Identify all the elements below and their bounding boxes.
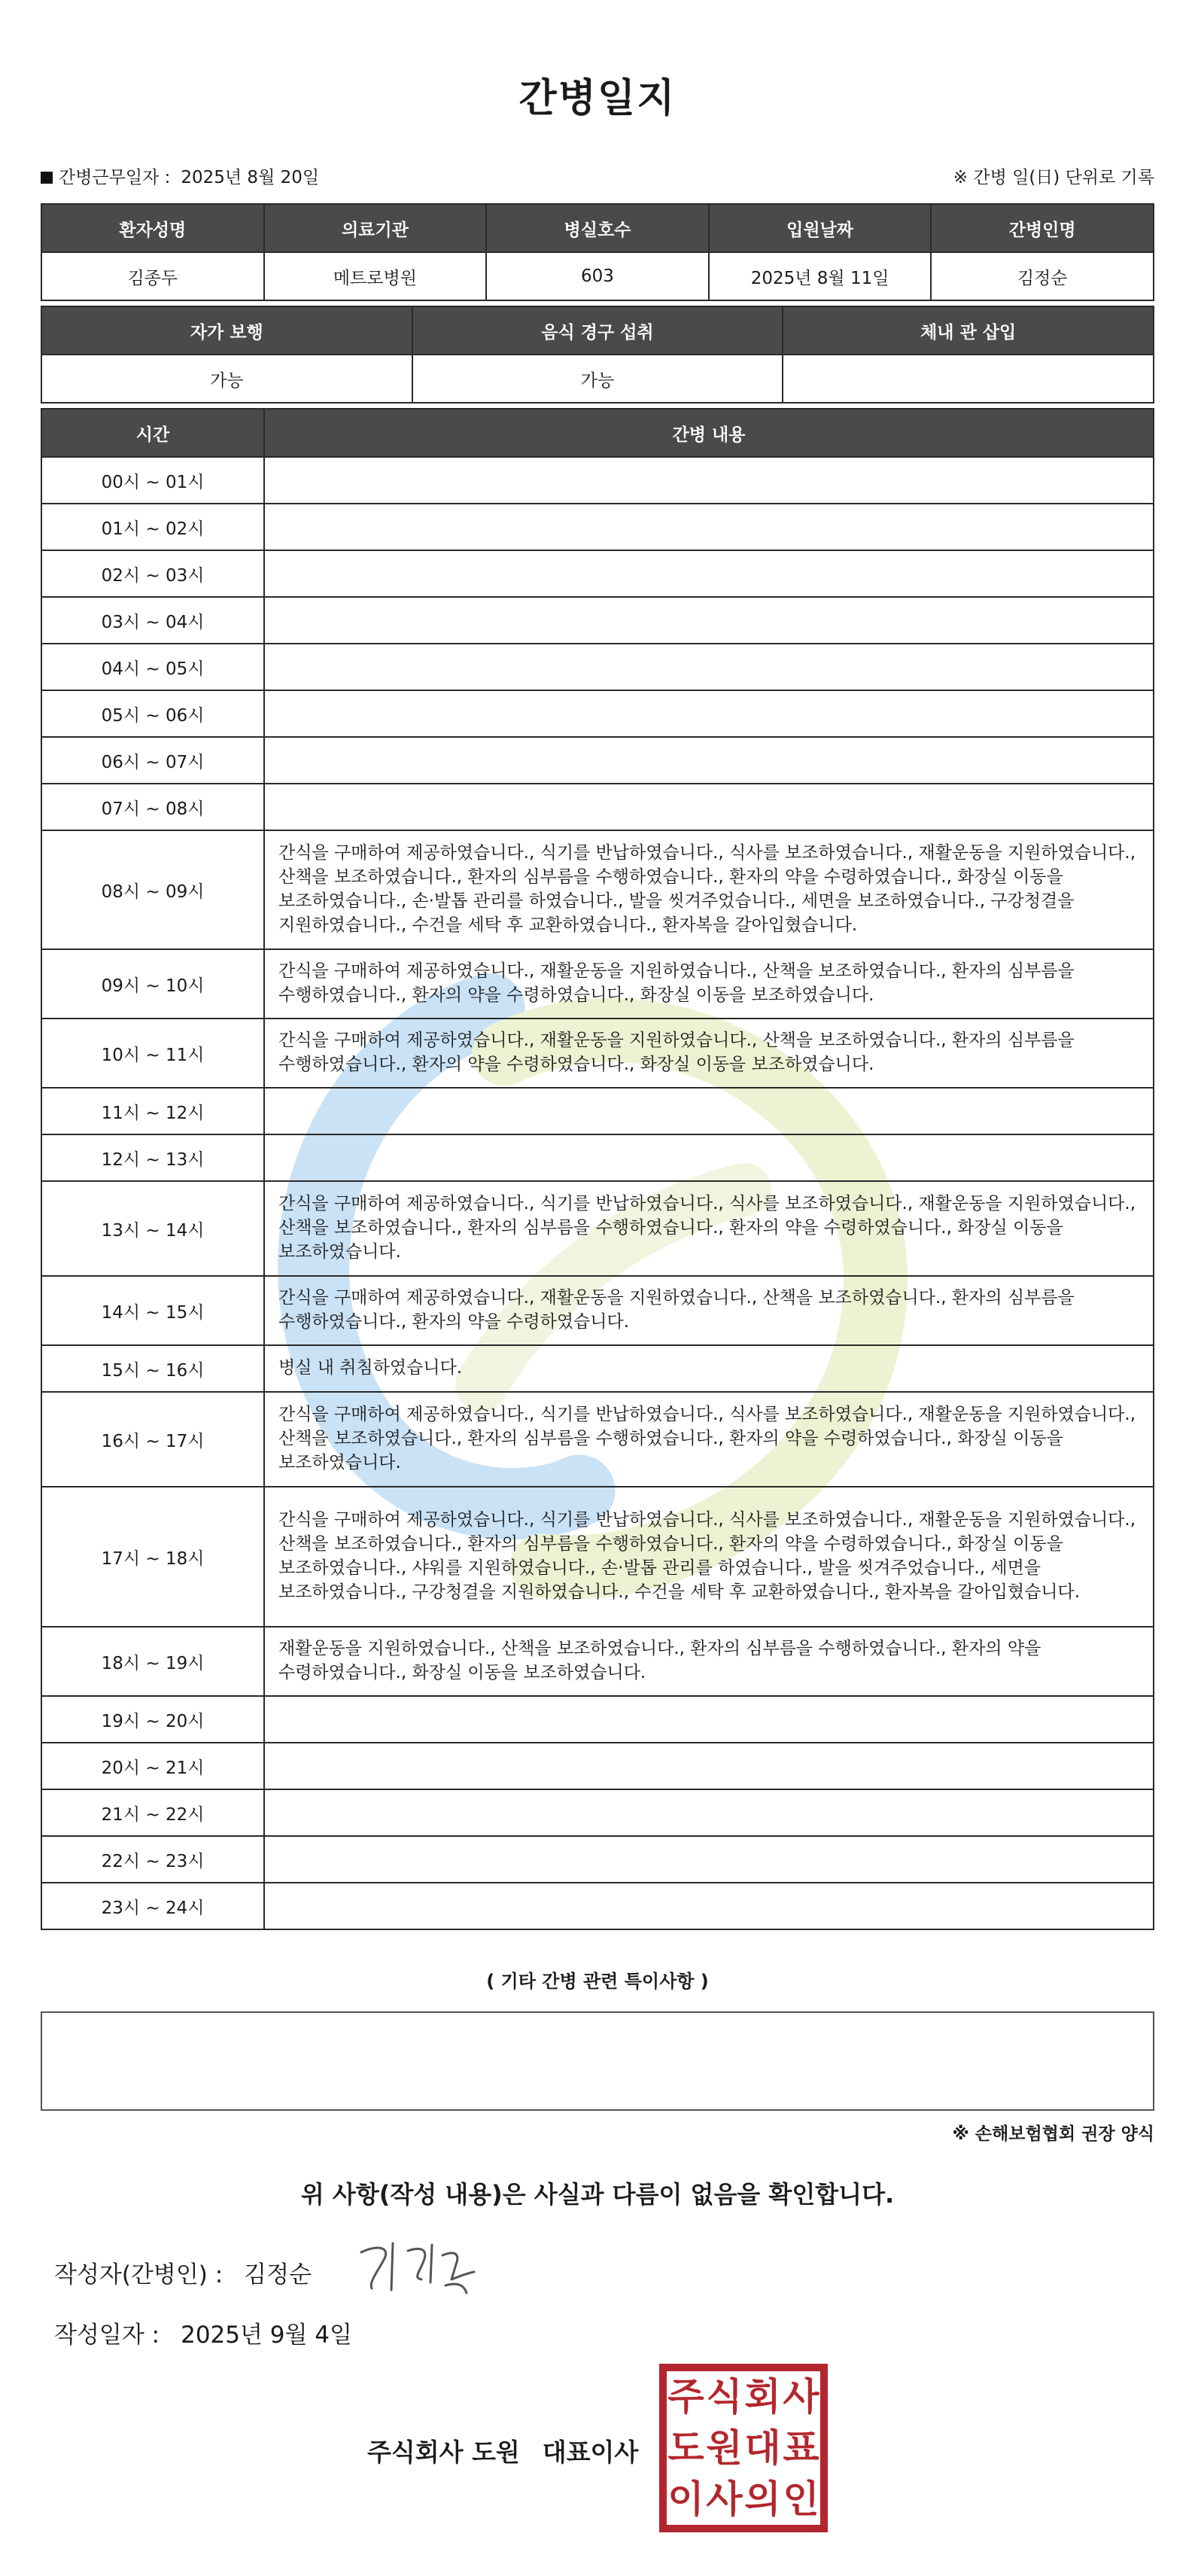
care-log-time: 11시 ~ 12시 [41, 1088, 264, 1134]
care-log-row [41, 1088, 1154, 1134]
care-log-content [264, 737, 1154, 784]
seal-char: 도 [667, 2425, 704, 2470]
care-log-content: 간식을 구매하여 제공하였습니다., 재활운동을 지원하였습니다., 산책을 보조하였습니다., 환자의 심부름을 수행하였습니다., 환자의 약을 수령하였습니다. [264, 1276, 1154, 1345]
care-log-time: 06시 ~ 07시 [41, 737, 264, 784]
care-log-content [264, 1789, 1154, 1836]
patient-info-header-row [41, 204, 1154, 252]
care-log-row [41, 1019, 1154, 1088]
care-log-row [41, 1627, 1154, 1696]
seal-char: 이 [667, 2477, 704, 2521]
seal-char: 인 [783, 2477, 819, 2521]
care-log-content [264, 1696, 1154, 1743]
care-log-time: 14시 ~ 15시 [41, 1276, 264, 1345]
care-log-row [41, 1696, 1154, 1743]
care-log-time: 18시 ~ 19시 [41, 1627, 264, 1696]
care-log-content [264, 504, 1154, 550]
care-log-time: 05시 ~ 06시 [41, 690, 264, 737]
admission-date: 2025년 8월 11일 [709, 252, 932, 300]
care-log-content [264, 457, 1154, 504]
handwritten-signature [354, 2230, 482, 2305]
company-name: 주식회사 도원 [367, 2437, 520, 2467]
care-log-time: 13시 ~ 14시 [41, 1181, 264, 1276]
patient-name: 김종두 [41, 252, 264, 300]
care-log-content [264, 644, 1154, 690]
caregiver-name: 김정순 [931, 252, 1154, 300]
written-date-row [54, 2316, 352, 2349]
care-log-time: 09시 ~ 10시 [41, 949, 264, 1019]
header-self-walking: 자가 보행 [41, 306, 412, 355]
care-log-row [41, 550, 1154, 597]
care-log-content [264, 1743, 1154, 1789]
patient-status-table [41, 306, 1154, 403]
care-log-content [264, 1883, 1154, 1929]
care-log-time: 02시 ~ 03시 [41, 550, 264, 597]
seal-char: 원 [706, 2425, 743, 2470]
care-log-time: 07시 ~ 08시 [41, 784, 264, 830]
header-hospital: 의료기관 [264, 204, 487, 252]
record-unit-note: ※ 간병 일(日) 단위로 기록 [953, 168, 1154, 187]
patient-info-table [41, 203, 1154, 301]
special-notes-box [41, 2011, 1154, 2111]
representative-title: 대표이사 [542, 2437, 639, 2467]
care-log-time: 12시 ~ 13시 [41, 1134, 264, 1181]
writer-name: 김정순 [244, 2261, 312, 2288]
care-log-content [264, 597, 1154, 644]
header-care-content: 간병 내용 [264, 409, 1154, 457]
oral-intake-value: 가능 [412, 355, 783, 403]
writer-row [54, 2255, 312, 2289]
company-seal [659, 2364, 828, 2532]
black-square-icon [41, 172, 53, 184]
special-notes-title: ( 기타 간병 관련 특이사항 ) [486, 1971, 709, 1992]
care-log-row [41, 690, 1154, 737]
care-log-row [41, 1181, 1154, 1276]
written-date-label: 작성일자 : [54, 2322, 160, 2349]
care-log-time: 15시 ~ 16시 [41, 1345, 264, 1392]
care-log-row [41, 457, 1154, 504]
seal-text [667, 2371, 820, 2525]
care-log-row [41, 949, 1154, 1019]
care-log-content [264, 690, 1154, 737]
care-log-content: 간식을 구매하여 제공하였습니다., 식기를 반납하였습니다., 식사를 보조하였습니다., 재활운동을 지원하였습니다., 산책을 보조하였습니다., 환자의 심부름을 수행하였습니다., 환자의 약을 수령하였습니다., 화장실 이동을 보조하였습니다. [264, 1181, 1154, 1276]
care-date-row [41, 163, 319, 193]
header-tube-insertion: 체내 관 삽입 [783, 306, 1154, 355]
care-log-time: 08시 ~ 09시 [41, 830, 264, 949]
care-log-row [41, 504, 1154, 550]
care-log-row [41, 1392, 1154, 1487]
company-signature-line [367, 2433, 638, 2468]
header-patient-name: 환자성명 [41, 204, 264, 252]
care-log-header-row [41, 409, 1154, 457]
seal-char: 표 [783, 2425, 819, 2470]
room-number: 603 [486, 252, 709, 300]
header-room-number: 병실호수 [486, 204, 709, 252]
care-log-content [264, 1134, 1154, 1181]
patient-status-value-row [41, 355, 1154, 403]
care-log-row [41, 1276, 1154, 1345]
confirmation-statement: 위 사항(작성 내용)은 사실과 다름이 없음을 확인합니다. [300, 2180, 895, 2209]
care-log-row [41, 1836, 1154, 1883]
header-caregiver-name: 간병인명 [931, 204, 1154, 252]
care-log-time: 00시 ~ 01시 [41, 457, 264, 504]
care-log-time: 03시 ~ 04시 [41, 597, 264, 644]
header-oral-intake: 음식 경구 섭취 [412, 306, 783, 355]
seal-char: 사 [706, 2477, 743, 2521]
care-log-row [41, 1487, 1154, 1627]
care-log-row [41, 1883, 1154, 1929]
document-title: 간병일지 [518, 76, 677, 121]
seal-char: 대 [744, 2425, 781, 2470]
seal-char: 의 [744, 2477, 781, 2521]
care-log-row [41, 1345, 1154, 1392]
care-log-time: 20시 ~ 21시 [41, 1743, 264, 1789]
care-log-content: 간식을 구매하여 제공하였습니다., 재활운동을 지원하였습니다., 산책을 보조하였습니다., 환자의 심부름을 수행하였습니다., 환자의 약을 수령하였습니다., 화장실 이동을 보조하였습니다. [264, 1019, 1154, 1088]
care-log-content [264, 550, 1154, 597]
patient-status-header-row [41, 306, 1154, 355]
care-log-time: 10시 ~ 11시 [41, 1019, 264, 1088]
tube-insertion-value [783, 355, 1154, 403]
care-log-content: 간식을 구매하여 제공하였습니다., 식기를 반납하였습니다., 식사를 보조하였습니다., 재활운동을 지원하였습니다., 산책을 보조하였습니다., 환자의 심부름을 수행하였습니다., 환자의 약을 수령하였습니다., 화장실 이동을 보조하였습니다., 샤워를 지원하였습니다., 손·발톱 관리를 하였습니다., 발을 씻겨주었습니다., 세면을 보조하였습니다., 구강청결을 지원하였습니다., 수건을 세탁 후 교환하였습니다., 환자복을 갈아입혔습니다. [264, 1487, 1154, 1627]
care-log-time: 17시 ~ 18시 [41, 1487, 264, 1627]
care-log-time: 22시 ~ 23시 [41, 1836, 264, 1883]
header-time: 시간 [41, 409, 264, 457]
care-log-content: 간식을 구매하여 제공하였습니다., 재활운동을 지원하였습니다., 산책을 보조하였습니다., 환자의 심부름을 수행하였습니다., 환자의 약을 수령하였습니다., 화장실 이동을 보조하였습니다. [264, 949, 1154, 1019]
care-log-content [264, 1836, 1154, 1883]
care-log-time: 16시 ~ 17시 [41, 1392, 264, 1487]
writer-label: 작성자(간병인) : [54, 2261, 223, 2288]
care-log-content [264, 784, 1154, 830]
care-log-content: 병실 내 취침하였습니다. [264, 1345, 1154, 1392]
care-log-row [41, 784, 1154, 830]
hospital-name: 메트로병원 [264, 252, 487, 300]
care-log-time: 01시 ~ 02시 [41, 504, 264, 550]
header-admission-date: 입원날짜 [709, 204, 932, 252]
seal-char: 회 [744, 2374, 781, 2419]
written-date-value: 2025년 9월 4일 [181, 2322, 352, 2349]
seal-char: 식 [706, 2374, 743, 2419]
care-date-label: 간병근무일자 : [59, 168, 171, 187]
seal-char: 사 [783, 2374, 819, 2419]
care-log-row [41, 644, 1154, 690]
recommended-form-note: ※ 손해보험협회 권장 양식 [952, 2124, 1154, 2144]
care-log-time: 23시 ~ 24시 [41, 1883, 264, 1929]
care-log-time: 04시 ~ 05시 [41, 644, 264, 690]
care-log-row [41, 1743, 1154, 1789]
care-log-time: 19시 ~ 20시 [41, 1696, 264, 1743]
care-log-body [41, 457, 1154, 1929]
self-walking-value: 가능 [41, 355, 412, 403]
care-log-content: 간식을 구매하여 제공하였습니다., 식기를 반납하였습니다., 식사를 보조하였습니다., 재활운동을 지원하였습니다., 산책을 보조하였습니다., 환자의 심부름을 수행하였습니다., 환자의 약을 수령하였습니다., 화장실 이동을 보조하였습니다., 손·발톱 관리를 하였습니다., 발을 씻겨주었습니다., 세면을 보조하였습니다., 구강청결을 지원하였습니다., 수건을 세탁 후 교환하였습니다., 환자복을 갈아입혔습니다. [264, 830, 1154, 949]
care-log-content: 간식을 구매하여 제공하였습니다., 식기를 반납하였습니다., 식사를 보조하였습니다., 재활운동을 지원하였습니다., 산책을 보조하였습니다., 환자의 심부름을 수행하였습니다., 환자의 약을 수령하였습니다., 화장실 이동을 보조하였습니다. [264, 1392, 1154, 1487]
care-log-row [41, 597, 1154, 644]
patient-info-value-row [41, 252, 1154, 300]
care-log-row [41, 1789, 1154, 1836]
care-log-content [264, 1088, 1154, 1134]
care-log-row [41, 737, 1154, 784]
care-log-time: 21시 ~ 22시 [41, 1789, 264, 1836]
care-date-value: 2025년 8월 20일 [181, 168, 320, 187]
care-log-row [41, 1134, 1154, 1181]
care-log-content: 재활운동을 지원하였습니다., 산책을 보조하였습니다., 환자의 심부름을 수행하였습니다., 환자의 약을 수령하였습니다., 화장실 이동을 보조하였습니다. [264, 1627, 1154, 1696]
care-log-row [41, 830, 1154, 949]
care-log-table [41, 408, 1154, 1930]
seal-char: 주 [667, 2374, 704, 2419]
